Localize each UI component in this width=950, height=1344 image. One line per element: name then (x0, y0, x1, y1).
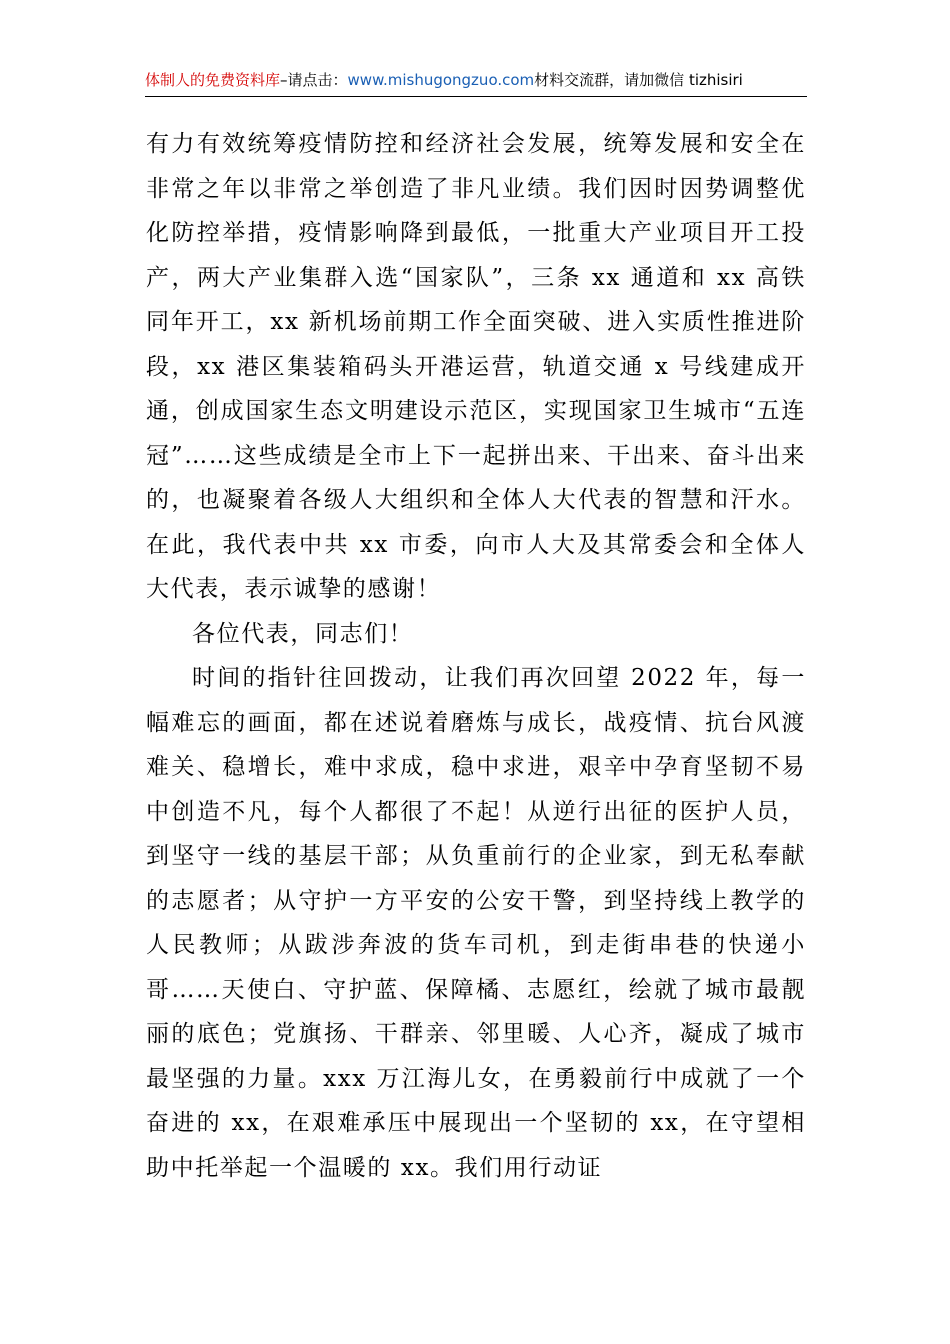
header-contact: 材料交流群，请加微信 tizhisiri (534, 71, 743, 89)
header-url-link[interactable]: www.mishugongzuo.com (347, 71, 535, 89)
paragraph-achievements: 有力有效统筹疫情防控和经济社会发展，统筹发展和安全在非常之年以非常之举创造了非凡业绩。我们因时因势调整优化防控举措，疫情影响降到最低，一批重大产业项目开工投产，两大产业集群入选“国家队”，三条 xx 通道和 xx 高铁同年开工，xx 新机场前期工作全面突破、进入实质性推进阶段，xx 港区集装箱码头开港运营，轨道交通 x 号线建成开通，创成国家生态文明建设示范区，实现国家卫生城市“五连冠”……这些成绩是全市上下一起拼出来、干出来、奋斗出来的，也凝聚着各级人大组织和全体人大代表的智慧和汗水。在此，我代表中共 xx 市委，向市人大及其常委会和全体人大代表，表示诚挚的感谢！ (146, 131, 806, 602)
header-prompt: –请点击： (280, 71, 348, 89)
header-brand: 体制人的免费资料库 (145, 71, 281, 89)
paragraph-review-2022: 时间的指针往回拨动，让我们再次回望 2022 年，每一幅难忘的画面，都在述说着磨炼与成长，战疫情、抗台风渡难关、稳增长，难中求成，稳中求进，艰辛中孕育坚韧不易中创造不凡，每个人都很了不起！从逆行出征的医护人员，到坚守一线的基层干部；从负重前行的企业家，到无私奉献的志愿者；从守护一方平安的公安干警，到坚持线上教学的人民教师；从跋涉奔波的货车司机，到走街串巷的快递小哥……天使白、守护蓝、保障橘、志愿红，绘就了城市最靓丽的底色；党旗扬、干群亲、邻里暖、人心齐，凝成了城市最坚强的力量。xxx 万江海儿女，在勇毅前行中成就了一个奋进的 xx，在艰难承压中展现出一个坚韧的 xx，在守望相助中托举起一个温暖的 xx。我们用行动证 (146, 665, 806, 1181)
document-body (146, 122, 806, 1190)
paragraph-address: 各位代表，同志们！ (192, 620, 414, 647)
page-header (145, 66, 807, 97)
